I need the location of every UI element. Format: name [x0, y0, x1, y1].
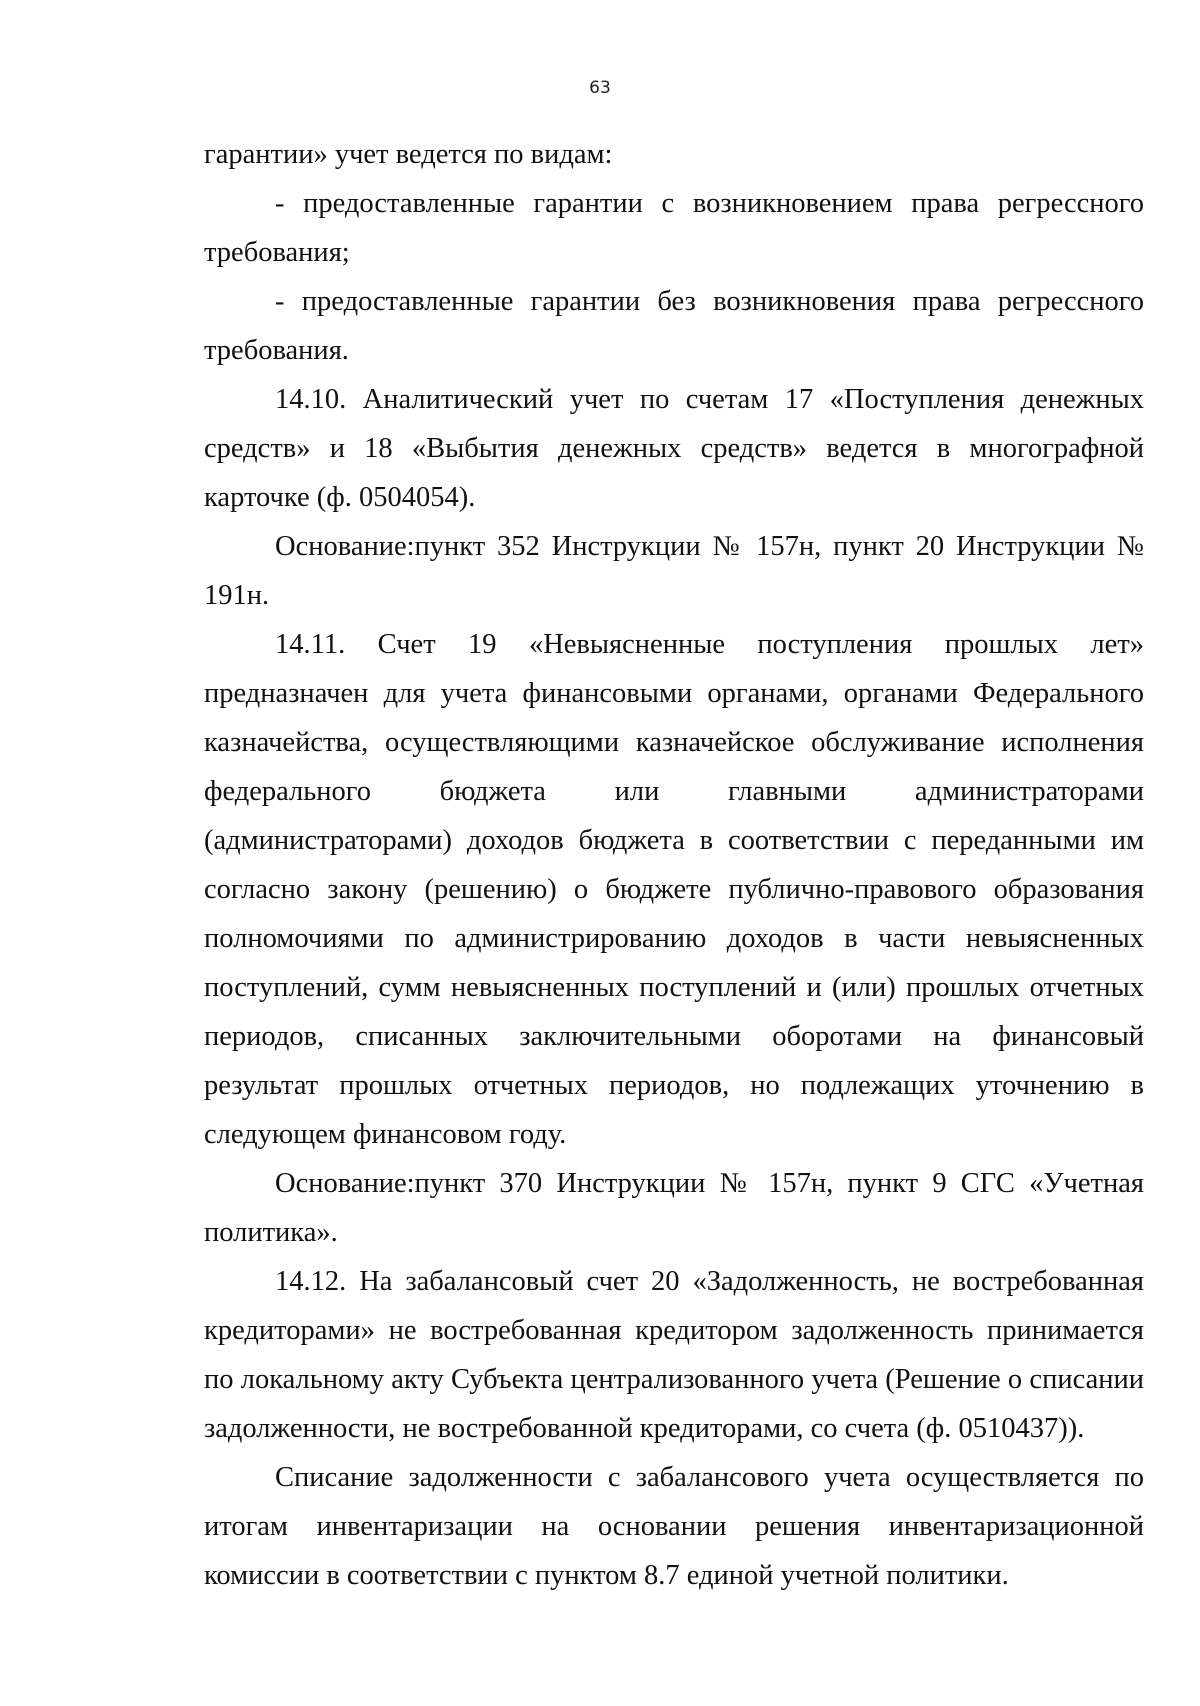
paragraph-guarantee-without-recourse: - предоставленные гарантии без возникновения права регрессного требования.: [204, 286, 1144, 366]
paragraph-write-off: Списание задолженности с забалансового учета осуществляется по итогам инвентаризации на основании решения инвентаризационной комиссии в соответствии с пунктом 8.7 единой учетной политики.: [204, 1462, 1144, 1591]
page-number: 63: [589, 78, 611, 98]
paragraph-guarantee-with-recourse: - предоставленные гарантии с возникновением права регрессного требования;: [204, 188, 1144, 268]
paragraph-guarantee-types-intro: гарантии» учет ведется по видам:: [204, 139, 613, 170]
paragraph-14-11: 14.11. Счет 19 «Невыясненные поступления прошлых лет» предназначен для учета финансовыми органами, органами Федерального казначейства, осуществляющими казначейское обслуживание исполнения федерального бюджета или главными администраторами (администраторами) доходов бюджета в соответствии с переданными им согласно закону (решению) о бюджете публично-правового образования полномочиями по администрированию доходов в части невыясненных поступлений, сумм невыясненных поступлений и (или) прошлых отчетных периодов, списанных заключительными оборотами на финансовый результат прошлых отчетных периодов, но подлежащих уточнению в следующем финансовом году.: [204, 629, 1144, 1150]
paragraph-basis-14-10: Основание:пункт 352 Инструкции № 157н, пункт 20 Инструкции № 191н.: [204, 531, 1144, 611]
document-body: [204, 130, 1144, 1600]
paragraph-basis-14-11: Основание:пункт 370 Инструкции № 157н, пункт 9 СГС «Учетная политика».: [204, 1168, 1144, 1248]
paragraph-14-10: 14.10. Аналитический учет по счетам 17 «Поступления денежных средств» и 18 «Выбытия денежных средств» ведется в многографной карточке (ф. 0504054).: [204, 384, 1144, 513]
paragraph-14-12: 14.12. На забалансовый счет 20 «Задолженность, не востребованная кредиторами» не востребованная кредитором задолженность принимается по локальному акту Субъекта централизованного учета (Решение о списании задолженности, не востребованной кредиторами, со счета (ф. 0510437)).: [204, 1266, 1144, 1444]
